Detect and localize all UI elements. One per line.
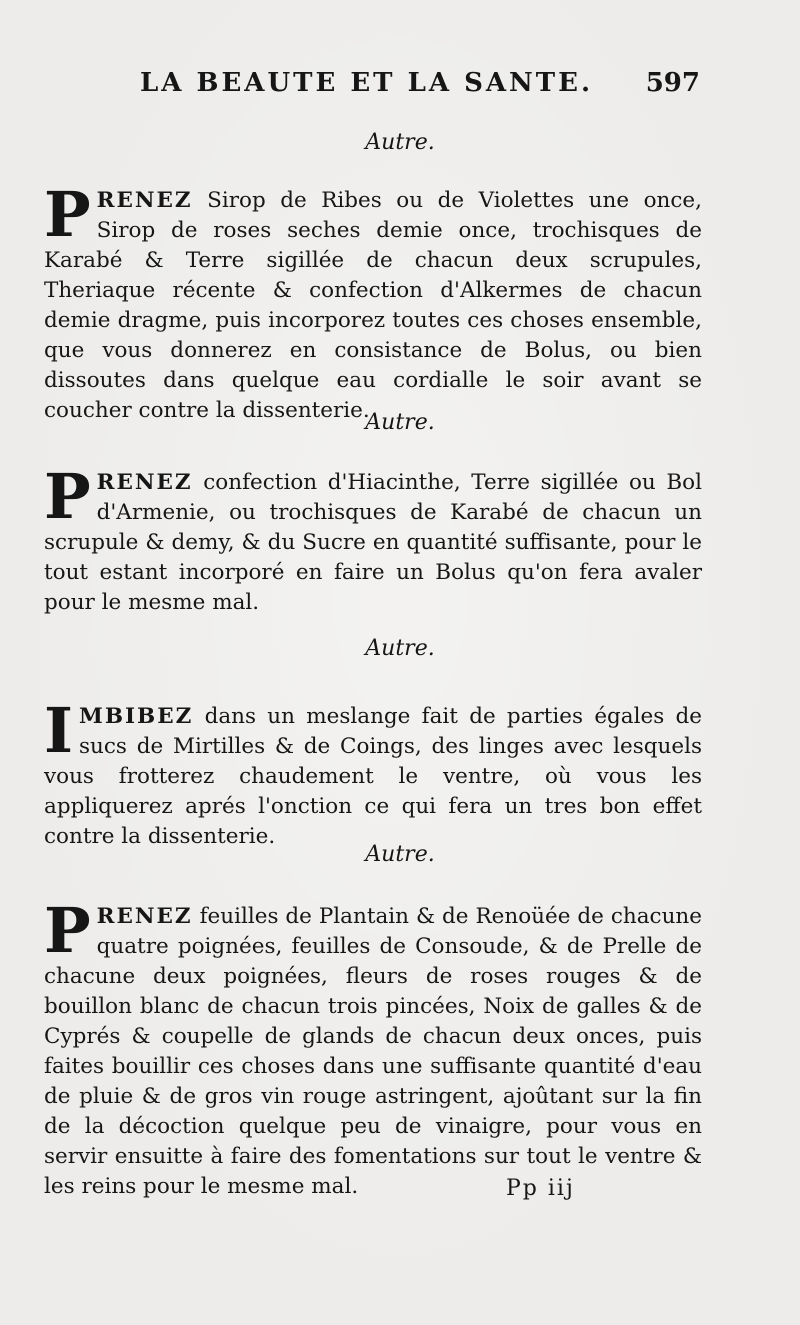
lead-word: MBIBEZ (79, 704, 194, 729)
drop-cap: P (44, 894, 91, 967)
paragraph-3 (44, 694, 702, 852)
paragraph-1 (44, 178, 702, 426)
page-header (140, 62, 700, 102)
lead-word: RENEZ (96, 188, 193, 213)
paragraph-text: feuilles de Plantain & de Renoüée de chacune quatre poignées, feuilles de Consoude, & de Prelle de chacune deux poignées, fleurs de roses rouges & de bouillon blanc de chacun trois pincées, Noix de galles & de Cyprés & coupelle de glands de chacun deux onces, puis faites bouillir ces choses dans une suffisante quantité d'eau de pluie & de gros vin rouge astringent, ajoûtant sur la fin de la décoction quelque peu de vinaigre, pour vous en servir ensuitte à faire des fomentations sur tout le ventre & les reins pour le mesme mal. (44, 904, 702, 1199)
catchword: Pp iij (506, 1176, 575, 1201)
section-title-1: Autre. (365, 130, 435, 155)
drop-cap: P (44, 178, 91, 251)
paragraph-2 (44, 460, 702, 618)
page-number: 597 (645, 68, 700, 98)
lead-word: RENEZ (96, 470, 193, 495)
drop-cap: P (44, 460, 91, 533)
section-title-4: Autre. (365, 842, 435, 867)
section-title-3: Autre. (365, 636, 435, 661)
paragraph-4 (44, 894, 702, 1202)
paragraph-text: dans un meslange fait de parties égales de sucs de Mirtilles & de Coings, des linges avec lesquels vous frotterez chaudement le ventre, où vous les appliquerez aprés l'onction ce qui fera un tres bon effet contre la dissenterie. (44, 704, 702, 849)
running-title: LA BEAUTE ET LA SANTE. (140, 68, 594, 98)
section-title-2: Autre. (365, 410, 435, 435)
paragraph-text: confection d'Hiacinthe, Terre sigillée ou Bol d'Armenie, ou trochisques de Karabé de chacun un scrupule & demy, & du Sucre en quantité suffisante, pour le tout estant incorporé en faire un Bolus qu'on fera avaler pour le mesme mal. (44, 470, 702, 615)
drop-cap: I (44, 694, 74, 767)
lead-word: RENEZ (96, 904, 193, 929)
paragraph-text: Sirop de Ribes ou de Violettes une once, Sirop de roses seches demie once, trochisques de Karabé & Terre sigillée de chacun deux scrupules, Theriaque récente & confection d'Alkermes de chacun demie dragme, puis incorporez toutes ces choses ensemble, que vous donnerez en consistance de Bolus, ou bien dissoutes dans quelque eau cordialle le soir avant se coucher contre la dissenterie. (44, 188, 702, 423)
